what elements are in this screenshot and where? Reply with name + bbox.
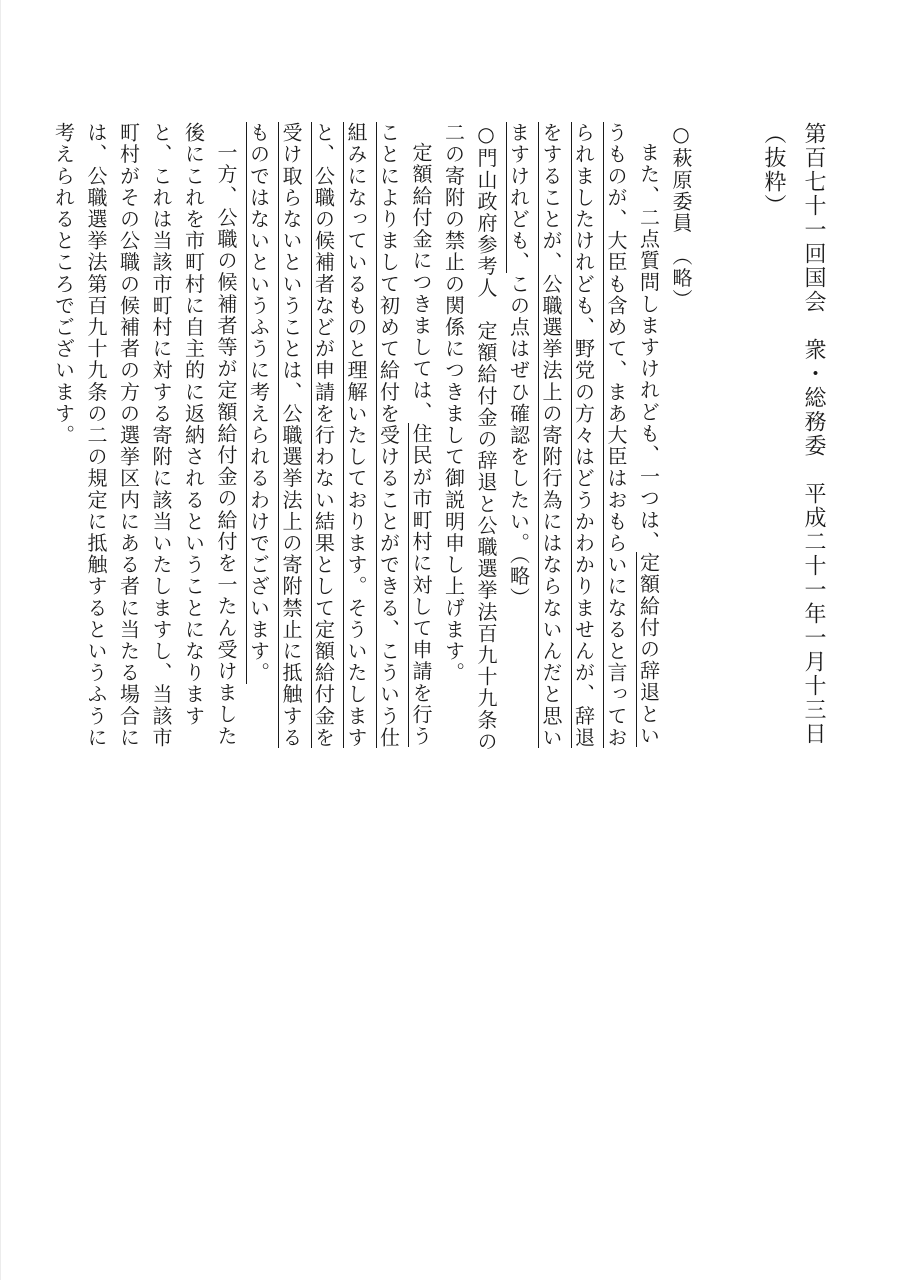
paragraph-kadoyama-intro: ○門山政府参考人 定額給付金の辞退と公職選挙法百九十九条の二の寄附の禁止の関係につきまして御説明申し上げます。 <box>441 122 498 753</box>
underlined-segment: 住民が市町村に対して申請を行うことによりまして初めて給付を受けることができる、こういう仕組みになっているものと理解いたしております。そういたしますと、公職の候補者などが申請を行わない結果として定額給付金を受け取らないということは、公職選挙法上の寄附禁止に抵触するものではないというふうに考えられるわけでございます。 <box>246 122 433 749</box>
paragraph-kadoyama-second: 一方、公職の候補者等が定額給付金の給付を一たん受けました後にこれを市町村に自主的に返納されるということになりますと、これは当該市町村に対する寄附に該当いたしますし、当該市町村がその公職の候補者の方の選挙区内にある者に当たる場合には、公職選挙法第百九十九条の二の規定に抵触するというふうに考えられるところでございます。 <box>51 122 238 749</box>
text-segment: 定額給付金につきましては、 <box>409 142 433 423</box>
document-title: 第百七十一回国会 衆・総務委 平成二十一年一月十三日（抜粋） <box>761 122 826 746</box>
speaker-line-hagiwara: ○萩原委員 （略） <box>669 122 693 311</box>
paragraph-hagiwara-question <box>502 122 665 762</box>
text-segment: この点はぜひ確認をしたい。（略） <box>506 273 531 609</box>
text-segment: また、二点質問しますけれども、一つは、 <box>636 142 661 553</box>
underlined-segment: 定額給付の辞退というものが、大臣も含めて、まあ大臣はおもらいになると言っておられましたけれども、野党の方々はどうかわかりませんが、辞退をすることが、公職選挙法上の寄附行為にはならないんだと思いますけれども、 <box>506 122 661 749</box>
document-body <box>47 122 833 762</box>
paragraph-kadoyama-answer <box>242 122 437 762</box>
